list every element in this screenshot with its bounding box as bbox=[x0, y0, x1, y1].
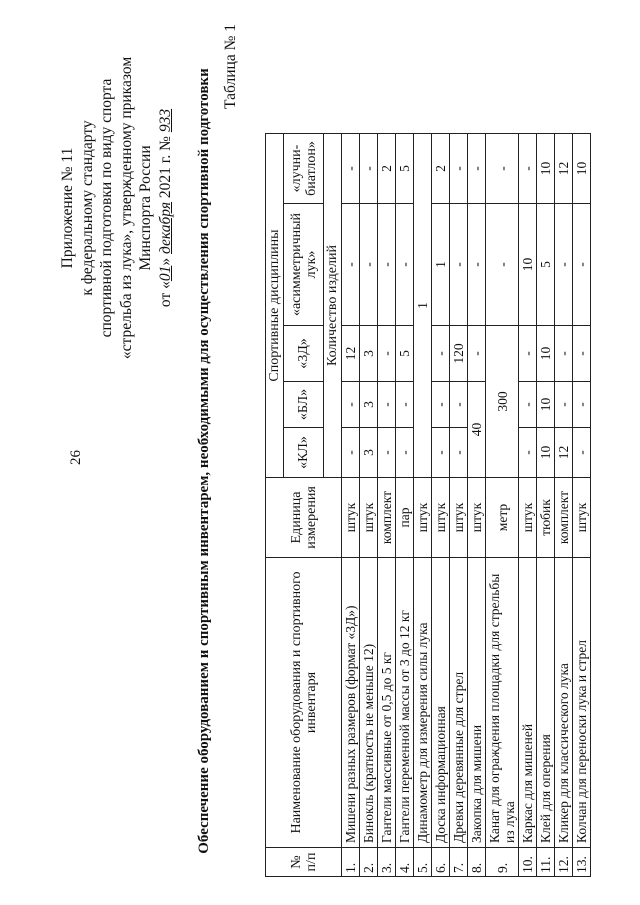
header-unit: Единица измерения bbox=[266, 478, 342, 558]
page-number: 26 bbox=[68, 450, 84, 465]
table-row: 11. Клей для оперения тюбик 10 10 10 5 10 bbox=[537, 134, 555, 877]
appendix-header bbox=[58, 28, 175, 388]
order-number: 933 bbox=[156, 108, 174, 133]
order-month: декабря bbox=[156, 201, 174, 255]
table-row: 4. Гантели переменной массы от 3 до 12 кг пар - - 5 - 5 bbox=[396, 134, 414, 877]
header-kl: «КЛ» bbox=[284, 428, 324, 478]
appendix-line-1: Приложение № 11 bbox=[59, 147, 76, 269]
table-row: 6. Доска информационная штук - - - 1 2 bbox=[432, 134, 450, 877]
table-row: 5. Динамометр для измерения силы лука штук 1 bbox=[414, 134, 432, 877]
table-row: 3. Гантели массивные от 0,5 до 5 кг комплект - - - - 2 bbox=[378, 134, 396, 877]
table-row: 9. Канат для ограждения площадки для стрельбы из лука метр 300 - - bbox=[486, 134, 519, 877]
table-label: Таблица № 1 bbox=[222, 24, 239, 109]
header-name: Наименование оборудования и спортивного инвентаря bbox=[266, 558, 342, 848]
document-title: Обеспечение оборудованием и спортивным инвентарем, необходимыми для осуществления спортивной подготовки bbox=[196, 68, 212, 854]
header-quantity: Количество изделий bbox=[324, 134, 342, 478]
table-row: 12. Кликер для классического лука комплект 12 - - - 12 bbox=[555, 134, 573, 877]
appendix-line-5: Минспорта России bbox=[137, 145, 154, 271]
header-bl: «БЛ» bbox=[284, 382, 324, 428]
equipment-table bbox=[265, 133, 591, 877]
header-asym: «асимметричный лук» bbox=[284, 204, 324, 326]
table-row: 10. Каркас для мишеней штук - - - 10 - bbox=[519, 134, 537, 877]
header-3d: «3Д» bbox=[284, 326, 324, 382]
table-row: 2. Бинокль (кратность не меньше 12) штук 3 3 3 - - bbox=[360, 134, 378, 877]
order-day: 01 bbox=[156, 265, 174, 282]
appendix-line-4: «стрельба из лука», утвержденному приказом bbox=[117, 56, 135, 360]
table-row: 13. Колчан для переноски лука и стрел штук - - - - 10 bbox=[573, 134, 591, 877]
header-num: № п/п bbox=[266, 848, 342, 877]
header-biathlon: «лучни-биатлон» bbox=[284, 134, 324, 204]
header-disciplines: Спортивные дисциплины bbox=[266, 134, 284, 478]
appendix-line-3: спортивной подготовки по виду спорта bbox=[98, 78, 115, 338]
appendix-order-line: от «01» декабря 2021 г. № 933 bbox=[156, 108, 174, 308]
table-row: 8. Закопка для мишени штук 40 - - - bbox=[468, 134, 486, 877]
table-row: 1. Мишени разных размеров (формат «3Д») штук - - 12 - - bbox=[342, 134, 360, 877]
table-row: 7. Древки деревянные для стрел штук - - 120 - - bbox=[450, 134, 468, 877]
appendix-line-2: к федеральному стандарту bbox=[78, 120, 96, 296]
